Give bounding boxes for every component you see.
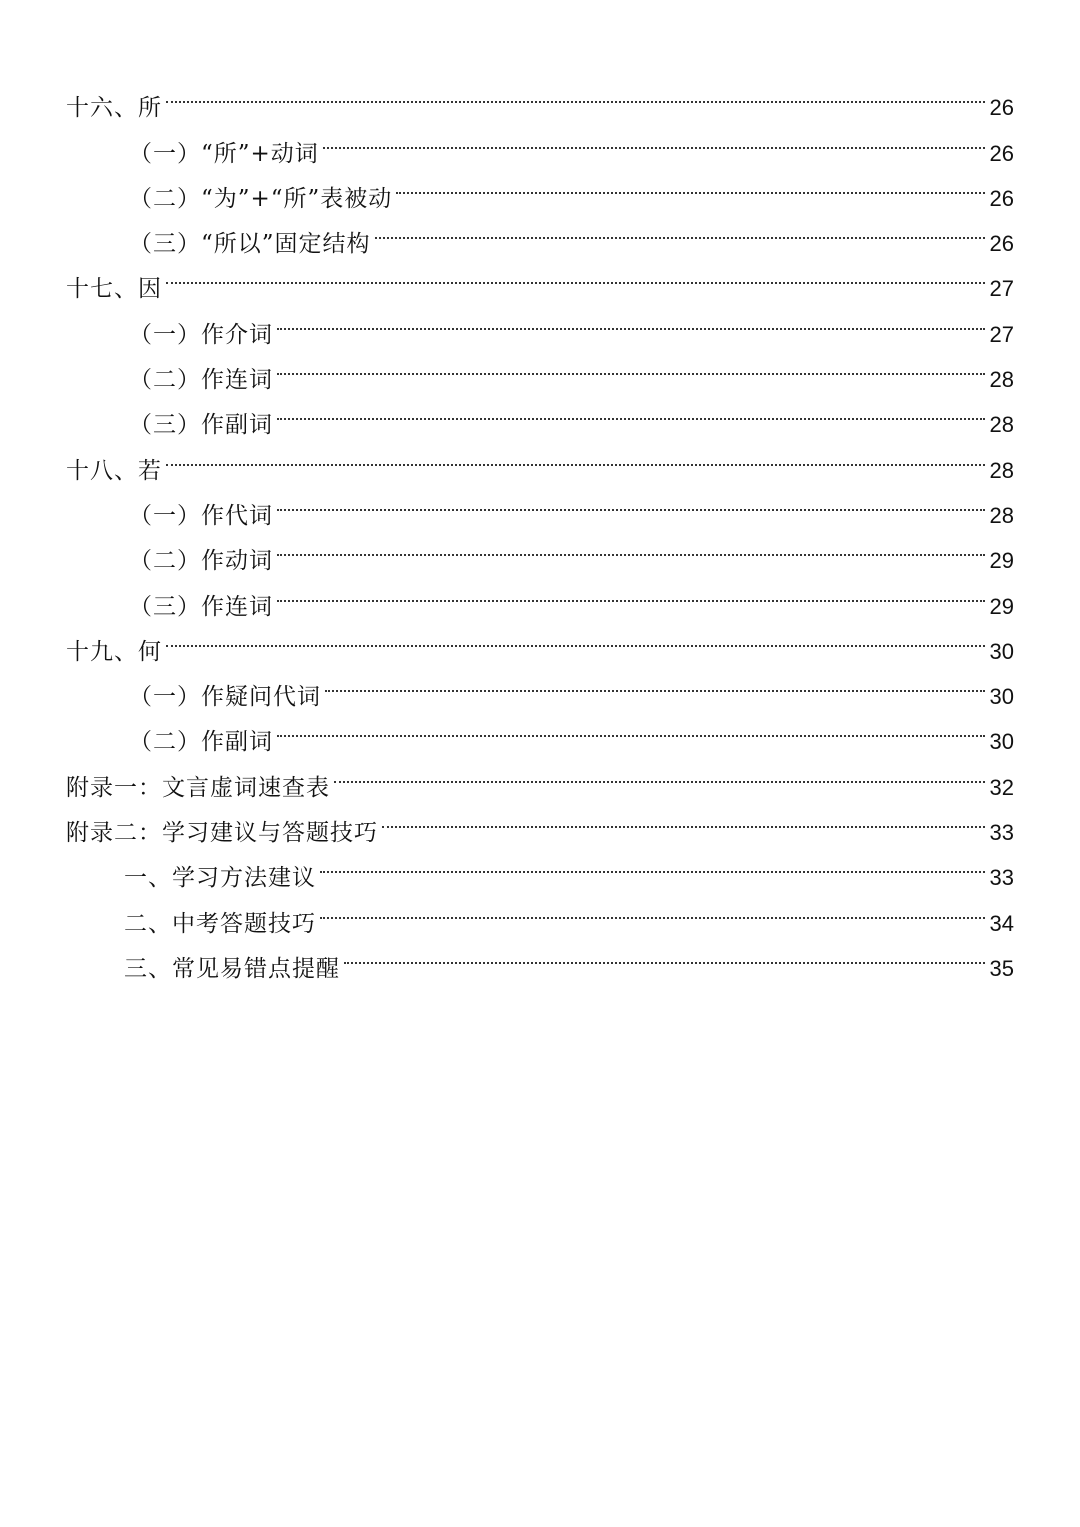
- toc-dot-leader: [323, 115, 985, 160]
- toc-page-number: 27: [989, 276, 1014, 302]
- toc-dot-leader: [166, 251, 985, 296]
- toc-entry-title: 一、学习方法建议: [124, 865, 316, 892]
- toc-dot-leader: [166, 70, 985, 115]
- toc-page-number: 30: [989, 638, 1014, 664]
- toc-entry-title: 十六、所: [66, 95, 162, 122]
- toc-dot-leader: [344, 931, 985, 976]
- toc-entry[interactable]: [66, 614, 1014, 665]
- toc-entry-title: （一）作介词: [129, 321, 273, 348]
- toc-entry-title: 附录二：学习建议与答题技巧: [66, 820, 378, 847]
- toc-dot-leader: [325, 659, 985, 704]
- toc-dot-leader: [277, 342, 985, 387]
- toc-entry-title: （一）“所”+动词: [129, 140, 319, 167]
- toc-entry-title: 二、中考答题技巧: [124, 910, 316, 937]
- toc-page-number: 26: [989, 95, 1014, 121]
- toc-entry-title: 十八、若: [66, 457, 162, 484]
- toc-dot-leader: [375, 206, 985, 251]
- toc-page-number: 26: [989, 185, 1014, 211]
- toc-entry[interactable]: [66, 251, 1014, 303]
- toc-entry-title: 十九、何: [66, 638, 162, 665]
- toc-page-number: 26: [989, 231, 1014, 257]
- toc-entry-title: 三、常见易错点提醒: [124, 955, 340, 982]
- toc-dot-leader: [277, 523, 985, 568]
- toc-page-number: 33: [989, 865, 1014, 891]
- toc-page-number: 32: [989, 774, 1014, 800]
- toc-entry[interactable]: [66, 115, 1014, 167]
- toc-entry-title: （一）作代词: [129, 502, 273, 529]
- toc-entry-title: （二）作副词: [129, 729, 273, 756]
- toc-entry-title: （三）作连词: [129, 593, 273, 620]
- toc-page-number: 28: [989, 457, 1014, 483]
- toc-dot-leader: [396, 161, 985, 206]
- toc-page-number: 28: [989, 502, 1014, 528]
- toc-dot-leader: [166, 432, 985, 477]
- toc-page-number: 29: [989, 593, 1014, 619]
- toc-page-number: 28: [989, 367, 1014, 393]
- toc-dot-leader: [320, 840, 985, 885]
- toc-dot-leader: [277, 387, 985, 432]
- toc-entry[interactable]: [66, 659, 1014, 711]
- toc-dot-leader: [334, 749, 985, 794]
- toc-page-number: 26: [989, 140, 1014, 166]
- toc-page-number: 30: [989, 684, 1014, 710]
- toc-entry-title: （三）作副词: [129, 412, 273, 439]
- toc-entry-title: 十七、因: [66, 276, 162, 303]
- toc-entry-title: （三）“所以”固定结构: [129, 231, 371, 258]
- toc-dot-leader: [277, 704, 985, 749]
- toc-page-number: 35: [989, 955, 1014, 981]
- toc-dot-leader: [277, 478, 985, 523]
- toc-entry-title: （一）作疑问代词: [129, 684, 321, 711]
- toc-page-number: 27: [989, 321, 1014, 347]
- toc-page-number: 29: [989, 548, 1014, 574]
- toc-entry-title: 附录一：文言虚词速查表: [66, 774, 330, 801]
- toc-entry-title: （二）作连词: [129, 367, 273, 394]
- toc-page-number: 28: [989, 412, 1014, 438]
- toc-entry[interactable]: [66, 296, 1014, 348]
- toc-dot-leader: [166, 614, 985, 659]
- toc-dot-leader: [277, 296, 985, 341]
- toc-entry[interactable]: [66, 70, 1014, 122]
- toc-entry[interactable]: [66, 478, 1014, 529]
- toc-dot-leader: [382, 795, 985, 840]
- toc-page-number: 30: [989, 729, 1014, 755]
- toc-page-number: 34: [989, 910, 1014, 936]
- toc-entry[interactable]: [66, 432, 1014, 484]
- toc-entry-title: （二）“为”+“所”表被动: [129, 185, 393, 212]
- toc-dot-leader: [277, 568, 985, 613]
- toc-dot-leader: [320, 885, 985, 930]
- table-of-contents: [66, 70, 1014, 982]
- toc-page-number: 33: [989, 820, 1014, 846]
- toc-entry-title: （二）作动词: [129, 548, 273, 575]
